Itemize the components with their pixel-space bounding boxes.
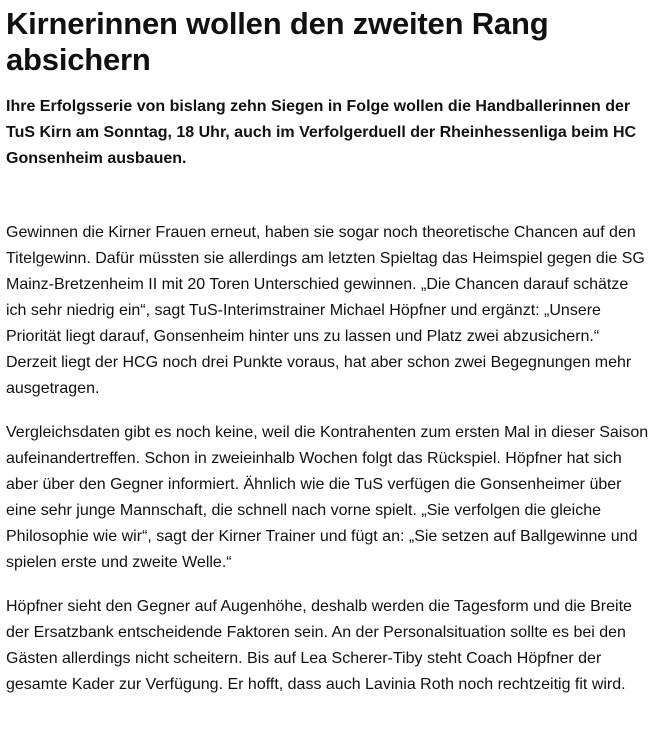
article-body bbox=[6, 220, 650, 698]
article-paragraph: Höpfner sieht den Gegner auf Augenhöhe, deshalb werden die Tagesform und die Breite der Ersatzbank entscheidende Faktoren sein. An der Personalsituation sollte es bei den Gästen allerdings nicht scheitern. Bis auf Lea Scherer-Tiby steht Coach Höpfner der gesamte Kader zur Verfügung. Er hofft, dass auch Lavinia Roth noch rechtzeitig fit wird. bbox=[6, 598, 632, 693]
article bbox=[0, 6, 658, 698]
article-headline: Kirnerinnen wollen den zweiten Rang absichern bbox=[6, 6, 549, 77]
article-paragraph: Vergleichsdaten gibt es noch keine, weil die Kontrahenten zum ersten Mal in dieser Saison aufeinandertreffen. Schon in zweieinhalb Wochen folgt das Rückspiel. Höpfner hat sich aber über den Gegner informiert. Ähnlich wie die TuS verfügen die Gonsenheimer über eine sehr junge Mannschaft, die schnell nach vorne spielt. „Sie verfolgen die gleiche Philosophie wie wir“, sagt der Kirner Trainer und fügt an: „Sie setzen auf Ballgewinne und spielen erste und zweite Welle.“ bbox=[6, 424, 649, 571]
article-lead: Ihre Erfolgsserie von bislang zehn Siegen in Folge wollen die Handballerinnen der TuS Kirn am Sonntag, 18 Uhr, auch im Verfolgerduell der Rheinhessenliga beim HC Gonsenheim ausbauen. bbox=[6, 98, 637, 167]
article-paragraph: Gewinnen die Kirner Frauen erneut, haben sie sogar noch theoretische Chancen auf den Titelgewinn. Dafür müssten sie allerdings am letzten Spieltag das Heimspiel gegen die SG Mainz-Bretzenheim II mit 20 Toren Unterschied gewinnen. „Die Chancen darauf schätze ich sehr niedrig ein“, sagt TuS-Interimstrainer Michael Höpfner und ergänzt: „Unsere Priorität liegt darauf, Gonsenheim hinter uns zu lassen und Platz zwei abzusichern.“ Derzeit liegt der HCG noch drei Punkte voraus, hat aber schon zwei Begegnungen mehr ausgetragen. bbox=[6, 224, 645, 397]
